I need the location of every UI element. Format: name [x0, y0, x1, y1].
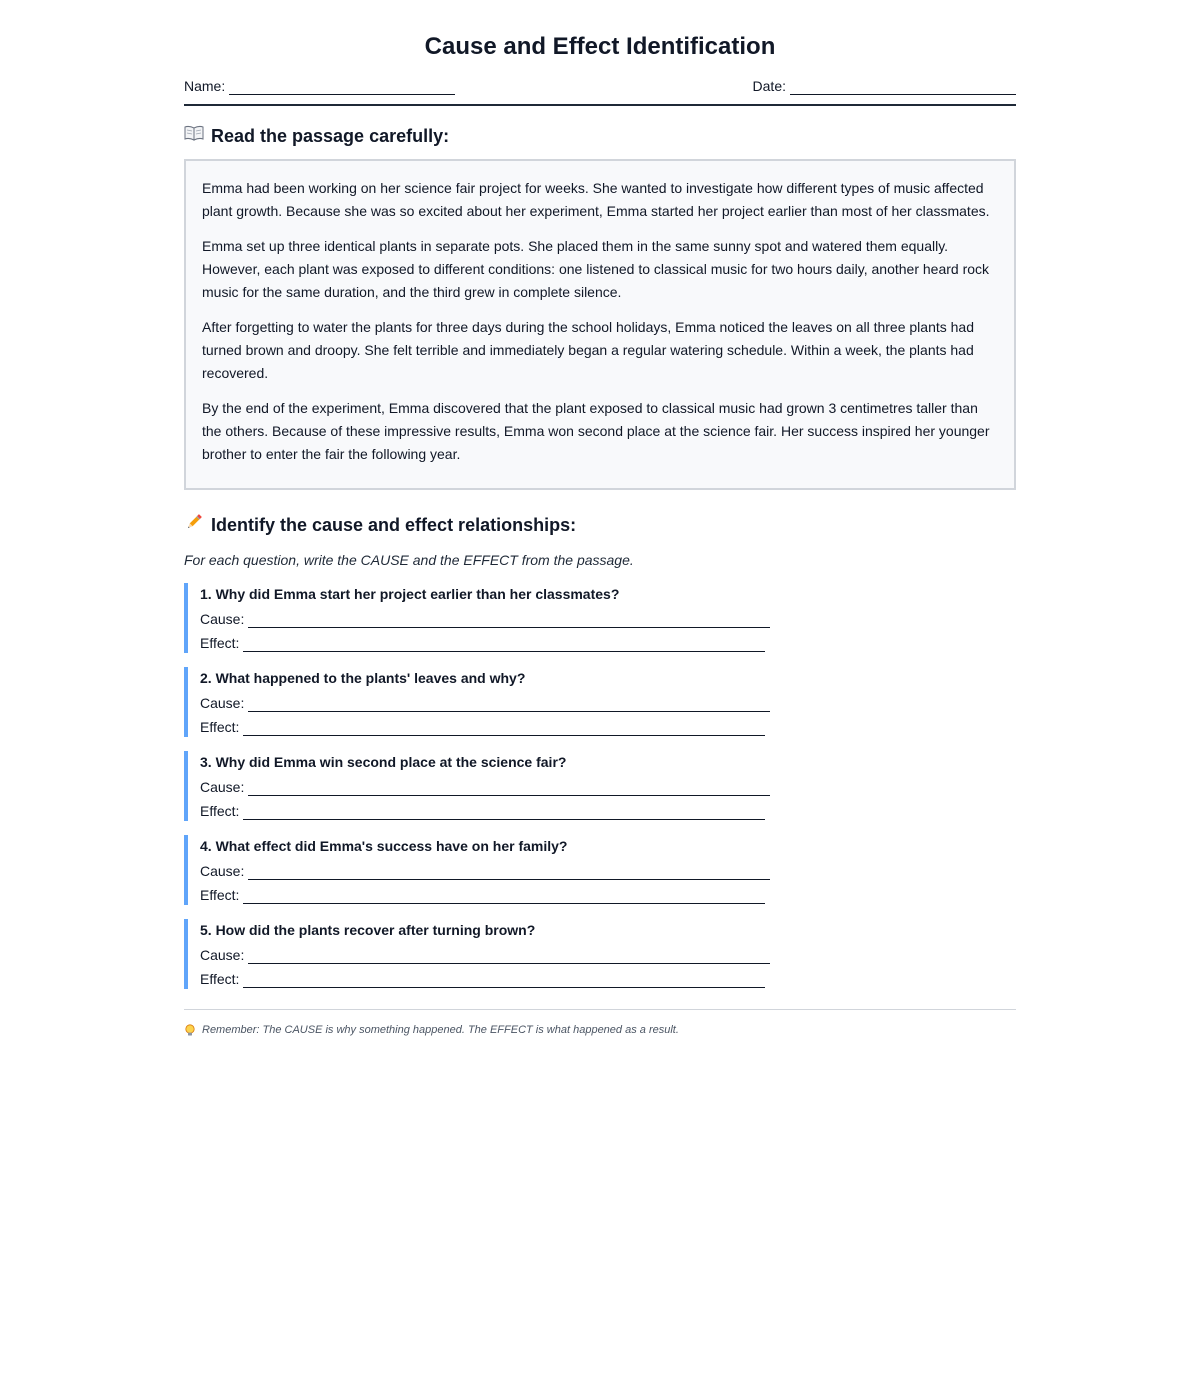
cause-label: Cause: [200, 695, 245, 711]
footer-note [184, 1023, 1016, 1037]
pencil-icon [184, 512, 206, 538]
worksheet-title: Cause and Effect Identification [424, 33, 776, 60]
cause-answer-line[interactable] [248, 613, 770, 628]
question-text: 1. Why did Emma start her project earlier than her classmates? [200, 586, 620, 602]
question-block [184, 751, 1016, 821]
cause-row [200, 610, 1016, 628]
passage-heading [184, 125, 1016, 147]
cause-label: Cause: [200, 947, 245, 963]
effect-row [200, 718, 1016, 736]
cause-answer-line[interactable] [248, 949, 770, 964]
effect-label: Effect: [200, 635, 240, 651]
footer-note-text: Remember: The CAUSE is why something happened. The EFFECT is what happened as a result. [202, 1024, 679, 1036]
effect-answer-line[interactable] [243, 973, 765, 988]
passage-box [184, 159, 1016, 490]
effect-row [200, 802, 1016, 820]
effect-answer-line[interactable] [243, 721, 765, 736]
name-field [184, 77, 455, 95]
effect-answer-line[interactable] [243, 805, 765, 820]
question-block [184, 835, 1016, 905]
questions-heading-text: Identify the cause and effect relationships: [211, 515, 577, 535]
question-text: 3. Why did Emma win second place at the science fair? [200, 754, 567, 770]
date-blank-line[interactable] [790, 80, 1016, 95]
cause-label: Cause: [200, 779, 245, 795]
question-block [184, 583, 1016, 653]
cause-row [200, 946, 1016, 964]
instructions-text: For each question, write the CAUSE and the EFFECT from the passage. [184, 552, 634, 568]
passage-paragraph: After forgetting to water the plants for three days during the school holidays, Emma noticed the leaves on all three plants had turned brown and droopy. She felt terrible and immediately began a regular watering schedule. Within a week, the plants had recovered. [202, 319, 975, 381]
question-text: 2. What happened to the plants' leaves and why? [200, 670, 526, 686]
cause-answer-line[interactable] [248, 697, 770, 712]
passage-paragraph: By the end of the experiment, Emma discovered that the plant exposed to classical music had grown 3 centimetres taller than the others. Because of these impressive results, Emma won second place at the science fair. Her success inspired her younger brother to enter the fair the following year. [202, 400, 990, 462]
question-text: 5. How did the plants recover after turning brown? [200, 922, 536, 938]
cause-label: Cause: [200, 863, 245, 879]
name-blank-line[interactable] [229, 80, 455, 95]
effect-answer-line[interactable] [243, 889, 765, 904]
date-field [753, 77, 1016, 95]
cause-row [200, 862, 1016, 880]
passage-paragraph: Emma had been working on her science fair project for weeks. She wanted to investigate how different types of music affected plant growth. Because she was so excited about her experiment, Emma started her project earlier than most of her classmates. [202, 180, 990, 219]
effect-row [200, 886, 1016, 904]
date-label: Date: [752, 78, 786, 94]
name-label: Name: [184, 78, 226, 94]
effect-label: Effect: [200, 803, 240, 819]
passage-paragraph: Emma set up three identical plants in separate pots. She placed them in the same sunny spot and watered them equally. However, each plant was exposed to different conditions: one listened to classical music for two hours daily, another heard rock music for the same duration, and the third grew in complete silence. [202, 238, 990, 300]
effect-row [200, 634, 1016, 652]
question-text: 4. What effect did Emma's success have on her family? [200, 838, 568, 854]
questions-heading [184, 512, 1016, 538]
question-block [184, 919, 1016, 989]
cause-answer-line[interactable] [248, 781, 770, 796]
effect-answer-line[interactable] [243, 637, 765, 652]
effect-label: Effect: [200, 719, 240, 735]
question-block [184, 667, 1016, 737]
cause-row [200, 694, 1016, 712]
cause-answer-line[interactable] [248, 865, 770, 880]
effect-label: Effect: [200, 887, 240, 903]
effect-row [200, 970, 1016, 988]
lightbulb-icon [184, 1024, 196, 1036]
worksheet-page [184, 0, 1016, 1037]
footer-divider [184, 1009, 1016, 1010]
effect-label: Effect: [200, 971, 240, 987]
name-date-row [184, 77, 1016, 106]
passage-heading-text: Read the passage carefully: [211, 126, 450, 146]
cause-row [200, 778, 1016, 796]
cause-label: Cause: [200, 611, 245, 627]
open-book-icon [184, 125, 206, 147]
